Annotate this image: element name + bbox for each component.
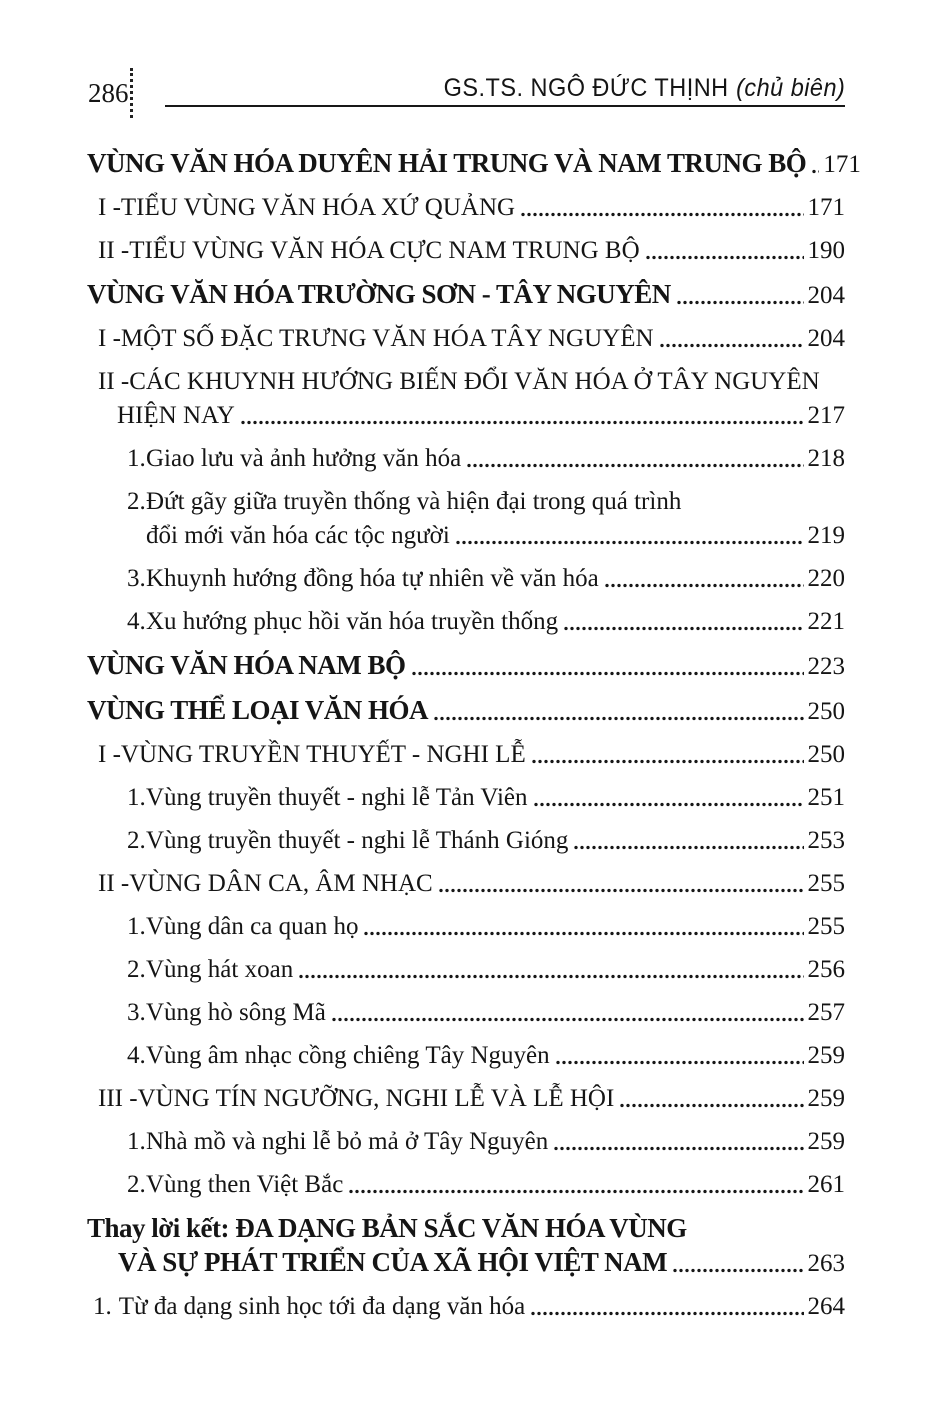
dot-leader [563, 626, 803, 631]
toc-entry-text: Vùng truyền thuyết - nghi lễ Tản Viên [146, 784, 528, 811]
toc-entry-text: Từ đa dạng sinh học tới đa dạng văn hóa [118, 1293, 526, 1320]
toc-page-number: 255 [807, 870, 845, 897]
toc-entry-wrapped-line [87, 1213, 845, 1243]
dot-leader [411, 671, 804, 676]
toc-entry-marker: 3. [127, 565, 146, 592]
toc-entry-text: VÙNG DÂN CA, ÂM NHẠC [129, 870, 433, 897]
toc-entry-text: TIỂU VÙNG VĂN HÓA CỰC NAM TRUNG BỘ [129, 237, 640, 264]
toc-page-number: 190 [807, 237, 845, 264]
dot-leader [331, 1017, 804, 1022]
toc-page-number: 256 [807, 956, 845, 983]
toc-entry [87, 912, 845, 942]
toc-entry [87, 1292, 845, 1322]
toc-page-number: 221 [807, 608, 845, 635]
toc-entry-row [87, 955, 845, 985]
toc-page-number: 255 [807, 913, 845, 940]
toc-page-number: 251 [807, 784, 845, 811]
toc-entry [87, 564, 845, 594]
author-role: (chủ biên) [735, 74, 845, 102]
toc-entry [87, 1041, 845, 1071]
toc-entry [87, 740, 845, 770]
page-number-separator-dotted-line [130, 68, 133, 118]
toc-entry-wrapped-line [87, 367, 845, 397]
toc-page-number: 250 [807, 741, 845, 768]
toc-entry-marker: II - [98, 368, 130, 395]
toc-page-number: 171 [807, 194, 845, 221]
toc-entry-text: Nhà mồ và nghi lễ bỏ mả ở Tây Nguyên [146, 1128, 549, 1155]
toc-entry-text: Xu hướng phục hồi văn hóa truyền thống [146, 608, 559, 635]
toc-entry [87, 236, 845, 266]
toc-entry-text: HIỆN NAY [117, 402, 235, 429]
toc-page-number: 264 [807, 1293, 845, 1320]
toc-entry-marker: 2. [127, 956, 146, 983]
table-of-contents [87, 146, 861, 1335]
toc-entry-marker: II - [98, 237, 130, 264]
toc-entry-row [87, 193, 845, 223]
toc-entry [87, 826, 845, 856]
toc-entry [87, 279, 845, 311]
toc-entry-marker: 1. [127, 784, 146, 811]
toc-entry-text: VÙNG VĂN HÓA TRƯỜNG SƠN - TÂY NGUYÊN [87, 279, 671, 309]
toc-entry-wrapped-line [87, 487, 845, 517]
toc-page-number: 218 [807, 445, 845, 472]
toc-page-number: 223 [807, 653, 845, 680]
dot-leader [659, 343, 804, 348]
toc-entry-row [87, 279, 845, 311]
toc-page-number: 257 [807, 999, 845, 1026]
toc-entry-row [87, 564, 845, 594]
toc-entry-row [87, 740, 845, 770]
toc-entry-text: Đứt gãy giữa truyền thống và hiện đại trong quá trình [146, 488, 682, 515]
dot-leader [520, 212, 803, 217]
toc-entry-marker: 4. [127, 1042, 146, 1069]
toc-entry-marker: 3. [127, 999, 146, 1026]
toc-entry [87, 998, 845, 1028]
toc-entry-row [87, 1170, 845, 1200]
toc-entry-text: Vùng truyền thuyết - nghi lễ Thánh Gióng [146, 827, 569, 854]
toc-entry [87, 955, 845, 985]
toc-page-number: 259 [807, 1128, 845, 1155]
toc-page-number: 261 [807, 1171, 845, 1198]
toc-entry-marker: 4. [127, 608, 146, 635]
toc-entry-marker: 2. [127, 827, 146, 854]
toc-entry-text: VÙNG VĂN HÓA NAM BỘ [87, 650, 406, 680]
author-name: GS.TS. NGÔ ĐỨC THỊNH [443, 74, 729, 102]
toc-entry-text: Giao lưu và ảnh hưởng văn hóa [146, 445, 462, 472]
toc-entry [87, 869, 845, 899]
toc-page-number: 204 [807, 282, 845, 309]
toc-entry-text: đổi mới văn hóa các tộc người [146, 522, 450, 549]
toc-entry-row [87, 1084, 845, 1114]
toc-entry-marker: 2. [127, 1171, 146, 1198]
toc-entry-marker: III - [98, 1085, 138, 1112]
toc-entry [87, 607, 845, 637]
toc-page-number: 263 [807, 1250, 845, 1277]
toc-page-number: 217 [807, 402, 845, 429]
toc-entry-text: Khuynh hướng đồng hóa tự nhiên về văn hóa [146, 565, 599, 592]
toc-entry-row [87, 1247, 845, 1279]
dot-leader [553, 1146, 803, 1151]
toc-entry-text: Vùng dân ca quan họ [146, 913, 359, 940]
dot-leader [676, 300, 804, 305]
toc-page-number: 250 [807, 698, 845, 725]
dot-leader [363, 931, 803, 936]
toc-entry [87, 193, 845, 223]
toc-entry-text: VÀ SỰ PHÁT TRIỂN CỦA XÃ HỘI VIỆT NAM [118, 1247, 668, 1277]
dot-leader [533, 802, 804, 807]
toc-entry-text: Thay lời kết: ĐA DẠNG BẢN SẮC VĂN HÓA VÙNG [87, 1213, 687, 1243]
toc-entry-row [87, 650, 845, 682]
dot-leader [298, 974, 803, 979]
toc-entry-marker: 1. [127, 1128, 146, 1155]
toc-page-number: 259 [807, 1042, 845, 1069]
toc-entry-marker: 1. [127, 913, 146, 940]
toc-entry [87, 324, 845, 354]
toc-page-number: 253 [807, 827, 845, 854]
toc-entry [87, 367, 845, 431]
toc-entry-row [87, 148, 861, 180]
running-header [443, 74, 845, 102]
toc-entry [87, 1213, 845, 1279]
toc-entry [87, 1084, 845, 1114]
toc-entry-text: Vùng then Việt Bắc [146, 1171, 344, 1198]
toc-entry-text: CÁC KHUYNH HƯỚNG BIẾN ĐỔI VĂN HÓA Ở TÂY NGUYÊN [129, 368, 820, 395]
toc-entry-marker: I - [98, 194, 121, 221]
toc-page-number: 259 [807, 1085, 845, 1112]
toc-entry-marker: 1. [127, 445, 146, 472]
toc-entry [87, 444, 845, 474]
toc-entry-marker: 2. [127, 488, 146, 515]
toc-entry-row [87, 1127, 845, 1157]
toc-entry-row [87, 324, 845, 354]
dot-leader [348, 1189, 803, 1194]
toc-entry-row [87, 695, 845, 727]
toc-entry-row [87, 1292, 845, 1322]
dot-leader [672, 1268, 803, 1273]
toc-entry-row [87, 401, 845, 431]
dot-leader [433, 716, 803, 721]
toc-entry-text: MỘT SỐ ĐẶC TRƯNG VĂN HÓA TÂY NGUYÊN [120, 325, 654, 352]
toc-entry-text: Vùng hò sông Mã [146, 999, 326, 1026]
toc-entry-marker: I - [98, 325, 121, 352]
toc-page-number: 220 [807, 565, 845, 592]
toc-entry-row [87, 607, 845, 637]
toc-entry-row [87, 998, 845, 1028]
toc-entry [87, 1127, 845, 1157]
toc-entry-text: Vùng hát xoan [146, 956, 294, 983]
toc-entry-marker: 1. [93, 1293, 112, 1320]
dot-leader [811, 169, 819, 174]
toc-entry [87, 783, 845, 813]
dot-leader [455, 540, 804, 545]
toc-entry-row [87, 826, 845, 856]
toc-entry [87, 148, 861, 180]
toc-entry-marker: I - [98, 741, 121, 768]
toc-entry-text: Vùng âm nhạc cồng chiêng Tây Nguyên [146, 1042, 550, 1069]
header-rule [165, 105, 845, 107]
toc-entry-row [87, 236, 845, 266]
toc-entry-row [87, 783, 845, 813]
dot-leader [466, 463, 803, 468]
dot-leader [438, 888, 804, 893]
toc-entry [87, 650, 845, 682]
dot-leader [604, 583, 804, 588]
toc-entry-row [87, 912, 845, 942]
dot-leader [619, 1103, 803, 1108]
toc-entry-text: VÙNG VĂN HÓA DUYÊN HẢI TRUNG VÀ NAM TRUNG BỘ [87, 148, 807, 178]
page-number: 286 [88, 78, 129, 108]
toc-entry-marker: II - [98, 870, 130, 897]
toc-entry-text: TIỂU VÙNG VĂN HÓA XỨ QUẢNG [120, 194, 516, 221]
toc-entry-text: VÙNG THỂ LOẠI VĂN HÓA [87, 695, 429, 725]
toc-entry-text: VÙNG TÍN NGƯỠNG, NGHI LỄ VÀ LỄ HỘI [137, 1085, 615, 1112]
dot-leader [530, 1311, 803, 1316]
toc-entry-text: VÙNG TRUYỀN THUYẾT - NGHI LỄ [120, 741, 526, 768]
toc-page-number: 219 [807, 522, 845, 549]
dot-leader [555, 1060, 804, 1065]
dot-leader [573, 845, 803, 850]
toc-entry [87, 1170, 845, 1200]
dot-leader [240, 420, 804, 425]
toc-entry [87, 695, 845, 727]
dot-leader [531, 759, 804, 764]
toc-entry-row [87, 444, 845, 474]
toc-page-number: 204 [807, 325, 845, 352]
toc-entry-row [87, 1041, 845, 1071]
toc-entry-row [87, 521, 845, 551]
toc-page-number: 171 [823, 151, 861, 178]
toc-entry-row [87, 869, 845, 899]
dot-leader [645, 255, 804, 260]
toc-entry [87, 487, 845, 551]
